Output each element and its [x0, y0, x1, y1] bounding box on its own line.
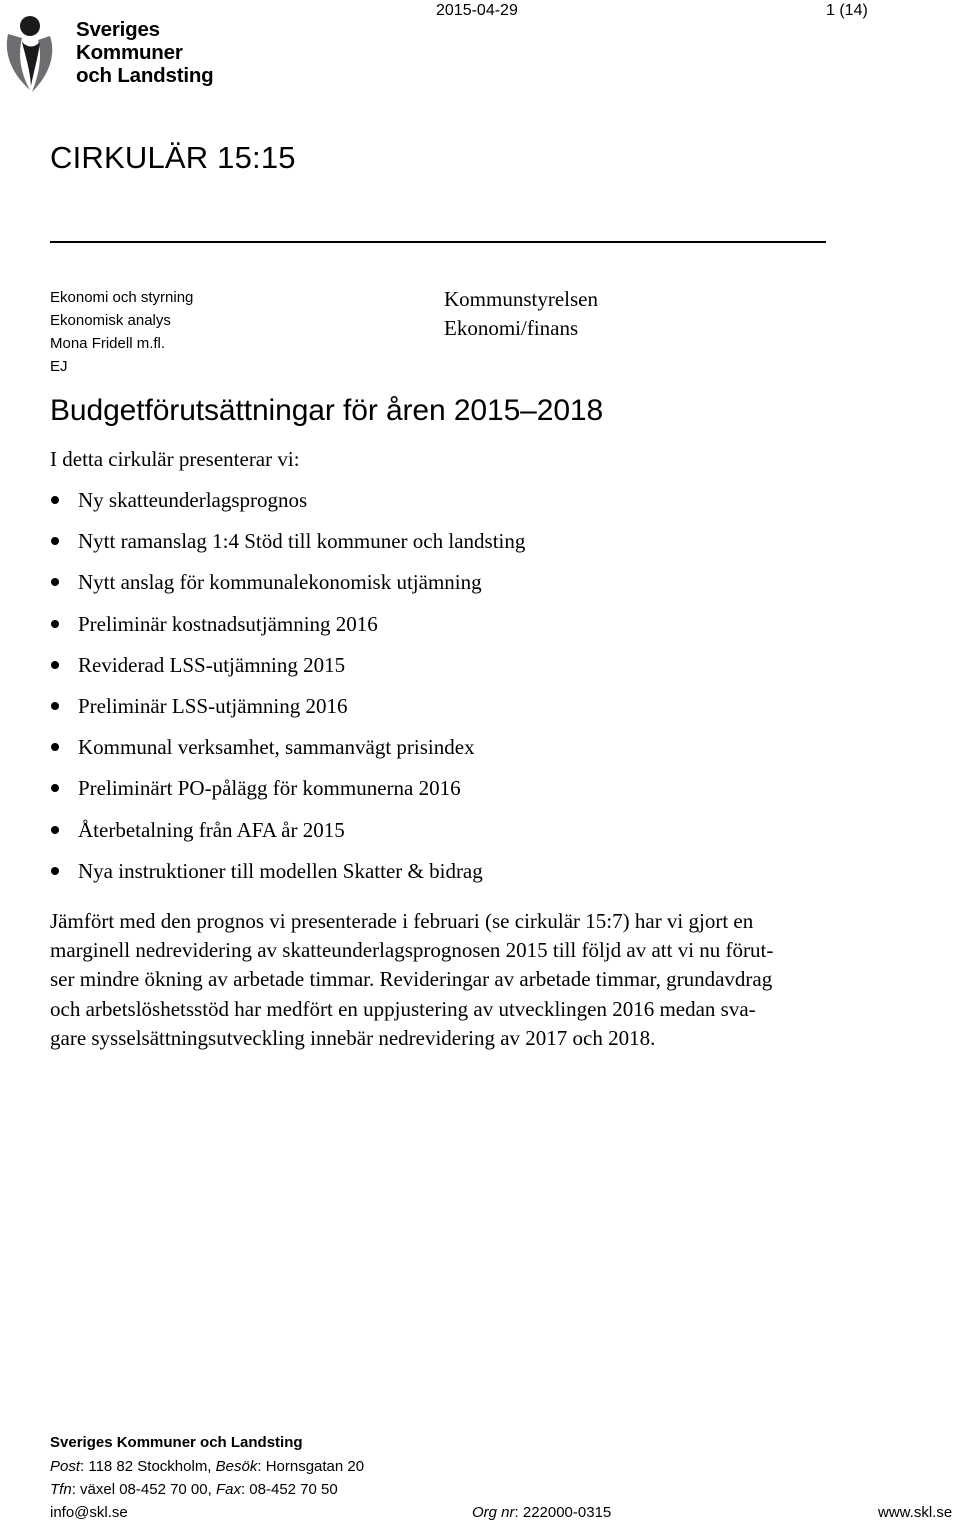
- logo-wordmark: [76, 18, 213, 87]
- list-item-text: Reviderad LSS-utjämning 2015: [78, 652, 346, 677]
- topic-list: [50, 484, 525, 896]
- sender-line: Mona Fridell m.fl.: [50, 335, 166, 352]
- paragraph-line: marginell nedrevidering av skatteunderlagsprognosen 2015 till följd av att vi nu förut-: [50, 938, 774, 963]
- visit-value: : Hornsgatan 20: [257, 1458, 365, 1475]
- list-item: [50, 731, 525, 772]
- bullet-icon: [51, 537, 59, 545]
- bullet-icon: [51, 578, 59, 586]
- recipient-block: [444, 285, 598, 343]
- bullet-icon: [51, 702, 59, 710]
- list-item-text: Nya instruktioner till modellen Skatter & bidrag: [78, 858, 483, 883]
- footer-address: [50, 1458, 364, 1475]
- list-item-text: Preliminärt PO-pålägg för kommunerna 2016: [78, 776, 461, 801]
- recipient-line: Kommunstyrelsen: [444, 287, 598, 311]
- footer-phone: [50, 1481, 338, 1498]
- document-date: 2015-04-29: [436, 2, 518, 19]
- list-item-text: Preliminär kostnadsutjämning 2016: [78, 611, 378, 636]
- list-item-text: Ny skatteunderlagsprognos: [78, 488, 308, 512]
- list-item-text: Kommunal verksamhet, sammanvägt prisindex: [78, 735, 475, 760]
- list-item: [50, 855, 525, 896]
- document-title: Budgetförutsättningar för åren 2015–2018: [50, 394, 604, 427]
- list-item: [50, 484, 525, 525]
- paragraph-line: Jämfört med den prognos vi presenterade i februari (se cirkulär 15:7) har vi gjort en: [50, 909, 754, 933]
- bullet-icon: [51, 743, 59, 751]
- sender-line: Ekonomi och styrning: [50, 289, 194, 306]
- org-nr-label: Org nr: [472, 1504, 515, 1521]
- logo-line: Kommuner: [76, 41, 183, 64]
- skl-logo: [0, 6, 220, 98]
- logo-line: Sveriges: [76, 18, 160, 41]
- list-item: [50, 690, 525, 731]
- bullet-icon: [51, 496, 59, 504]
- intro-text: I detta cirkulär presenterar vi:: [50, 447, 300, 471]
- page-number: 1 (14): [826, 2, 868, 19]
- logo-line: och Landsting: [76, 64, 214, 87]
- org-nr-value: : 222000-0315: [514, 1504, 612, 1521]
- list-item: [50, 772, 525, 813]
- fax-label: Fax: [215, 1481, 241, 1498]
- sender-block: [50, 286, 193, 378]
- post-value: : 118 82 Stockholm,: [80, 1458, 216, 1475]
- list-item-text: Nytt anslag för kommunalekonomisk utjämning: [78, 570, 482, 595]
- list-item: [50, 649, 525, 690]
- bullet-icon: [51, 826, 59, 834]
- footer-email[interactable]: info@skl.se: [50, 1504, 128, 1521]
- sender-line: EJ: [50, 358, 68, 375]
- list-item-text: Preliminär LSS-utjämning 2016: [78, 693, 348, 718]
- bullet-icon: [51, 867, 59, 875]
- phone-label: Tfn: [50, 1481, 72, 1498]
- list-item-text: Nytt ramanslag 1:4 Stöd till kommuner och landsting: [78, 529, 526, 554]
- list-item: [50, 608, 525, 649]
- phone-value: : växel 08-452 70 00,: [71, 1481, 216, 1498]
- circular-title: CIRKULÄR 15:15: [50, 140, 296, 175]
- paragraph-line: ser mindre ökning av arbetade timmar. Revideringar av arbetade timmar, grundavdrag: [50, 967, 773, 992]
- list-item: [50, 566, 525, 607]
- paragraph-line: och arbetslöshetsstöd har medfört en uppjustering av utvecklingen 2016 medan sva-: [50, 996, 756, 1021]
- visit-label: Besök: [215, 1458, 258, 1475]
- list-item: [50, 814, 525, 855]
- bullet-icon: [51, 661, 59, 669]
- header-divider: [50, 241, 826, 243]
- list-item: [50, 525, 525, 566]
- bullet-icon: [51, 784, 59, 792]
- bullet-icon: [51, 620, 59, 628]
- recipient-line: Ekonomi/finans: [444, 316, 579, 340]
- sender-line: Ekonomisk analys: [50, 312, 171, 329]
- list-item-text: Återbetalning från AFA år 2015: [78, 817, 345, 842]
- footer-org-number: [472, 1504, 611, 1521]
- body-paragraph: [50, 907, 865, 1053]
- post-label: Post: [50, 1458, 81, 1475]
- paragraph-line: gare sysselsättningsutveckling innebär nedrevidering av 2017 och 2018.: [50, 1025, 656, 1050]
- fax-value: : 08-452 70 50: [240, 1481, 338, 1498]
- footer-website[interactable]: www.skl.se: [878, 1504, 953, 1521]
- footer-organization: Sveriges Kommuner och Landsting: [50, 1434, 303, 1451]
- skl-logo-icon: [0, 6, 72, 98]
